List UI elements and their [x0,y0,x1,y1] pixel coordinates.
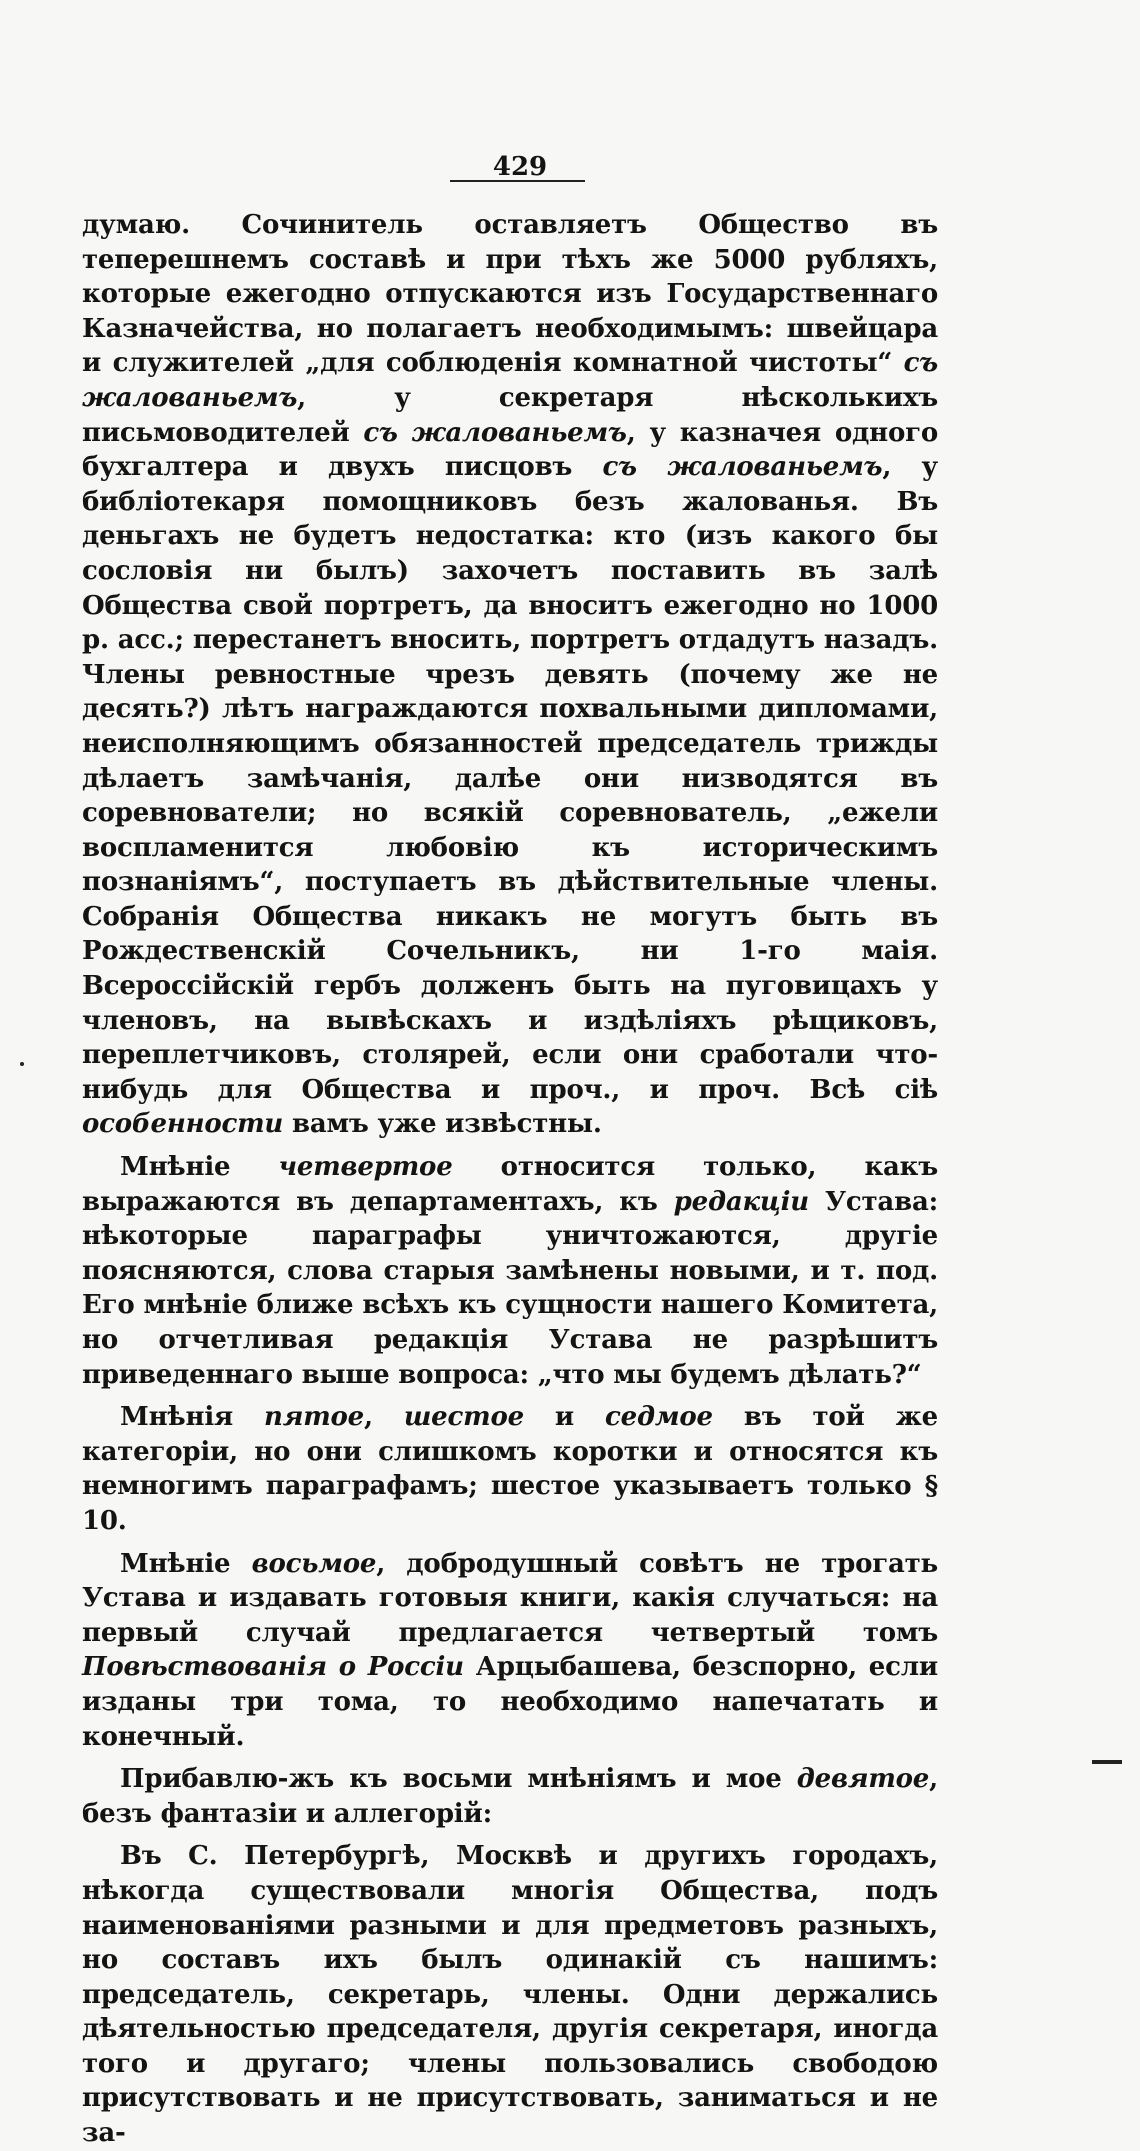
body-text [82,208,938,2151]
italic-run: съ жалованьемъ [363,417,627,448]
text-run: Мнѣніе [120,1548,252,1579]
text-run: въ той же категоріи, но они слишкомъ коротки и относятся къ немногимъ параграфамъ; шестое указываетъ только § 10. [82,1402,938,1536]
italic-run: особенности [82,1109,284,1140]
text-run: , у казначея одного бухгалтера и двухъ писцовъ [82,417,938,483]
text-run: , у секретаря нѣсколькихъ письмоводителей [82,382,938,448]
paragraph-5 [82,1762,938,1831]
italic-run: Повѣствованія о Россіи [82,1652,464,1683]
italic-run: съ жалованьемъ [82,348,938,413]
text-run: , у библіотекаря помощниковъ безъ жалованья. Въ деньгахъ не будетъ недостатка: кто (изъ какого бы сословія ни былъ) захочетъ поставить въ залѣ Общества свой портретъ, да вноситъ ежегодно но 1000 р. асс.; перестанетъ вносить, портретъ отдадутъ назадъ. Члены ревностные чрезъ девять (почему же не десять?) лѣтъ награждаются похвальными дипломами, неисполняющимъ обязанностей председатель трижды дѣлаетъ замѣчанія, далѣе они низводятся въ соревнователи; но всякій соревнователь, „ежели воспламенится любовію къ историческимъ познаніямъ“, поступаетъ въ дѣйствительные члены. Собранія Общества никакъ не могутъ быть въ Рождественскій Сочельникъ, ни 1-го маія. Всероссійскій гербъ долженъ быть на пуговицахъ у членовъ, на вывѣскахъ и издѣліяхъ рѣщиковъ, переплетчиковъ, столярей, если они сработали что-нибудь для Общества и проч., и проч. Всѣ сіѣ [82,452,938,1105]
paragraph-4 [82,1547,938,1755]
italic-run: девятое [796,1764,930,1795]
italic-run: редакціи [673,1186,809,1217]
page-number: 429 [492,152,548,182]
italic-run: съ жалованьемъ [602,452,883,483]
paragraph-3 [82,1400,938,1538]
text-run: Арцыбашева, безспорно, если изданы три тома, то необходимо напечатать и конечный. [82,1652,939,1752]
text-run: Прибавлю-жъ къ восьми мнѣніямъ и мое [120,1764,797,1795]
text-run: и [523,1402,606,1433]
text-run: относится только, какъ выражаются въ департаментахъ, къ [82,1152,938,1217]
text-run: думаю. Сочинитель оставляетъ Общество въ теперешнемъ составѣ и при тѣхъ же 5000 рубляхъ, которые ежегодно отпускаются изъ Государственнаго Казначейства, но полагаетъ необходимымъ: швейцара и служителей „для соблюденія комнатной чистоты“ [82,210,938,379]
text-run: Мнѣніе [120,1152,279,1183]
text-run: , безъ фантазіи и аллегорій: [82,1764,938,1829]
stray-mark-edge [1092,1760,1122,1764]
paragraph-2 [82,1150,938,1392]
paragraph-6 [82,1839,938,2150]
text-run: вамъ уже извѣстны. [283,1109,602,1140]
paragraph-1 [82,208,938,1142]
text-run: Въ С. Петербургѣ, Москвѣ и другихъ городахъ, нѣкогда существовали многія Общества, подъ наименованіями разными и для предметовъ разныхъ, но составъ ихъ былъ одинакій съ нашимъ: председатель, секретарь, члены. Одни держались дѣятельностью председателя, другія секретаря, иногда того и другаго; члены пользовались свободою присутствовать и не присутствовать, заниматься и не за- [82,1841,938,2149]
italic-run: пятое [264,1402,364,1433]
text-run: Мнѣнія [120,1402,264,1433]
italic-run: седмое [605,1402,713,1433]
stray-mark-left [20,1062,24,1066]
italic-run: восьмое [251,1548,377,1579]
page-number-rule [450,180,585,182]
italic-run: шестое [403,1402,524,1433]
text-run: , добродушный совѣтъ не трогать Устава и издавать готовыя книги, какія случаться: на первый случай предлагается четвертый томъ [82,1548,938,1648]
text-run: Устава: нѣкоторые параграфы уничтожаются, другіе поясняются, слова старыя замѣнены новыми, и т. под. Его мнѣніе ближе всѣхъ къ сущности нашего Комитета, но отчетливая редакція Устава не разрѣшитъ приведеннаго выше вопроса: „что мы будемъ дѣлать?“ [82,1186,938,1390]
text-run: , [364,1402,404,1433]
italic-run: четвертое [278,1152,453,1183]
